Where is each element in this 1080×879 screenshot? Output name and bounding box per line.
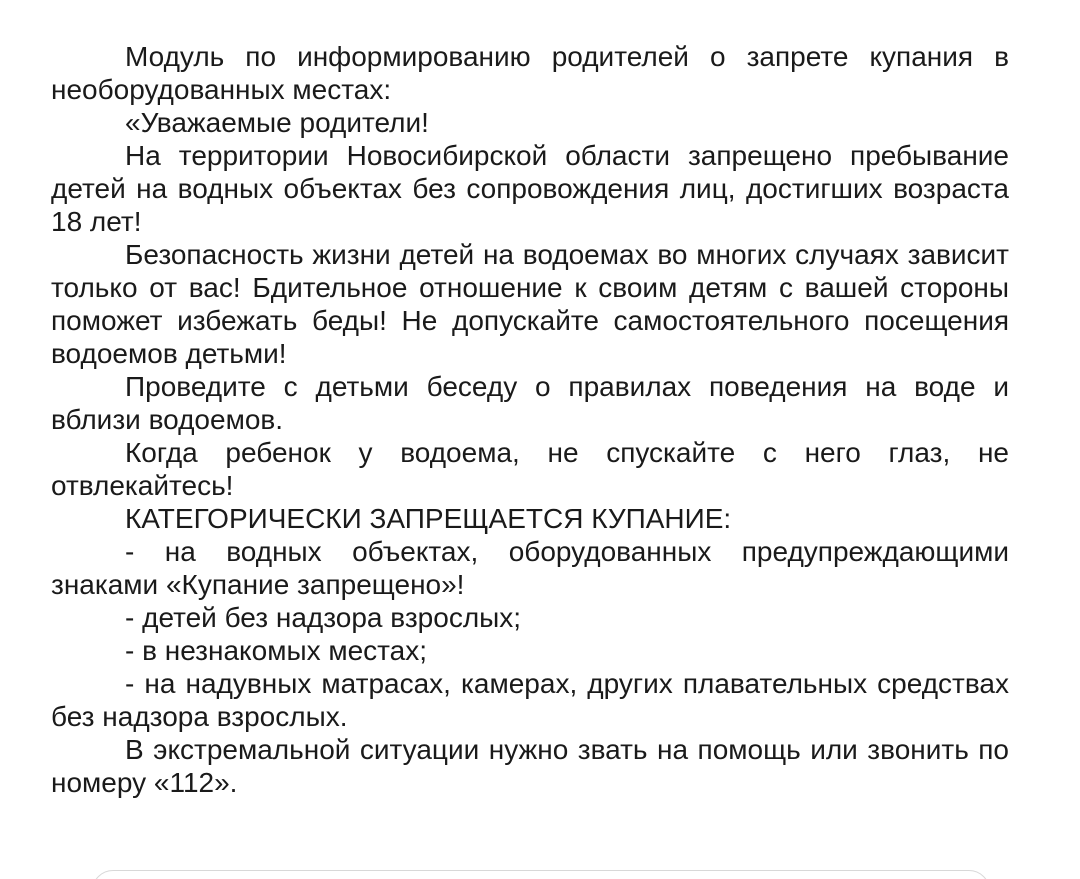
greeting: «Уважаемые родители! xyxy=(125,107,429,138)
paragraph-prohibition: На территории Новосибирской области запрещено пребывание детей на водных объектах без сопровождения лиц, достигших возраста 18 лет! xyxy=(51,140,1009,237)
list-item: - в незнакомых местах; xyxy=(125,635,428,666)
paragraph-emergency: В экстремальной ситуации нужно звать на помощь или звонить по номеру «112». xyxy=(51,734,1009,798)
bottom-card xyxy=(92,870,990,879)
list-item: - на надувных матрасах, камерах, других плавательных средствах без надзора взрослых. xyxy=(51,668,1009,732)
document-heading: Модуль по информированию родителей о запрете купания в необорудованных местах: xyxy=(51,41,1009,105)
paragraph-watch: Когда ребенок у водоема, не спускайте с него глаз, не отвлекайтесь! xyxy=(51,437,1009,501)
paragraph-conversation: Проведите с детьми беседу о правилах поведения на воде и вблизи водоемов. xyxy=(51,371,1009,435)
list-item: - детей без надзора взрослых; xyxy=(125,602,522,633)
document-body xyxy=(51,40,1009,799)
paragraph-safety: Безопасность жизни детей на водоемах во многих случаях зависит только от вас! Бдительное отношение к своим детям с вашей стороны поможет избежать беды! Не допускайте самостоятельного посещения водоемов детьми! xyxy=(51,239,1009,369)
list-item: - на водных объектах, оборудованных предупреждающими знаками «Купание запрещено»! xyxy=(51,536,1009,600)
prohibition-heading: КАТЕГОРИЧЕСКИ ЗАПРЕЩАЕТСЯ КУПАНИЕ: xyxy=(125,503,732,534)
